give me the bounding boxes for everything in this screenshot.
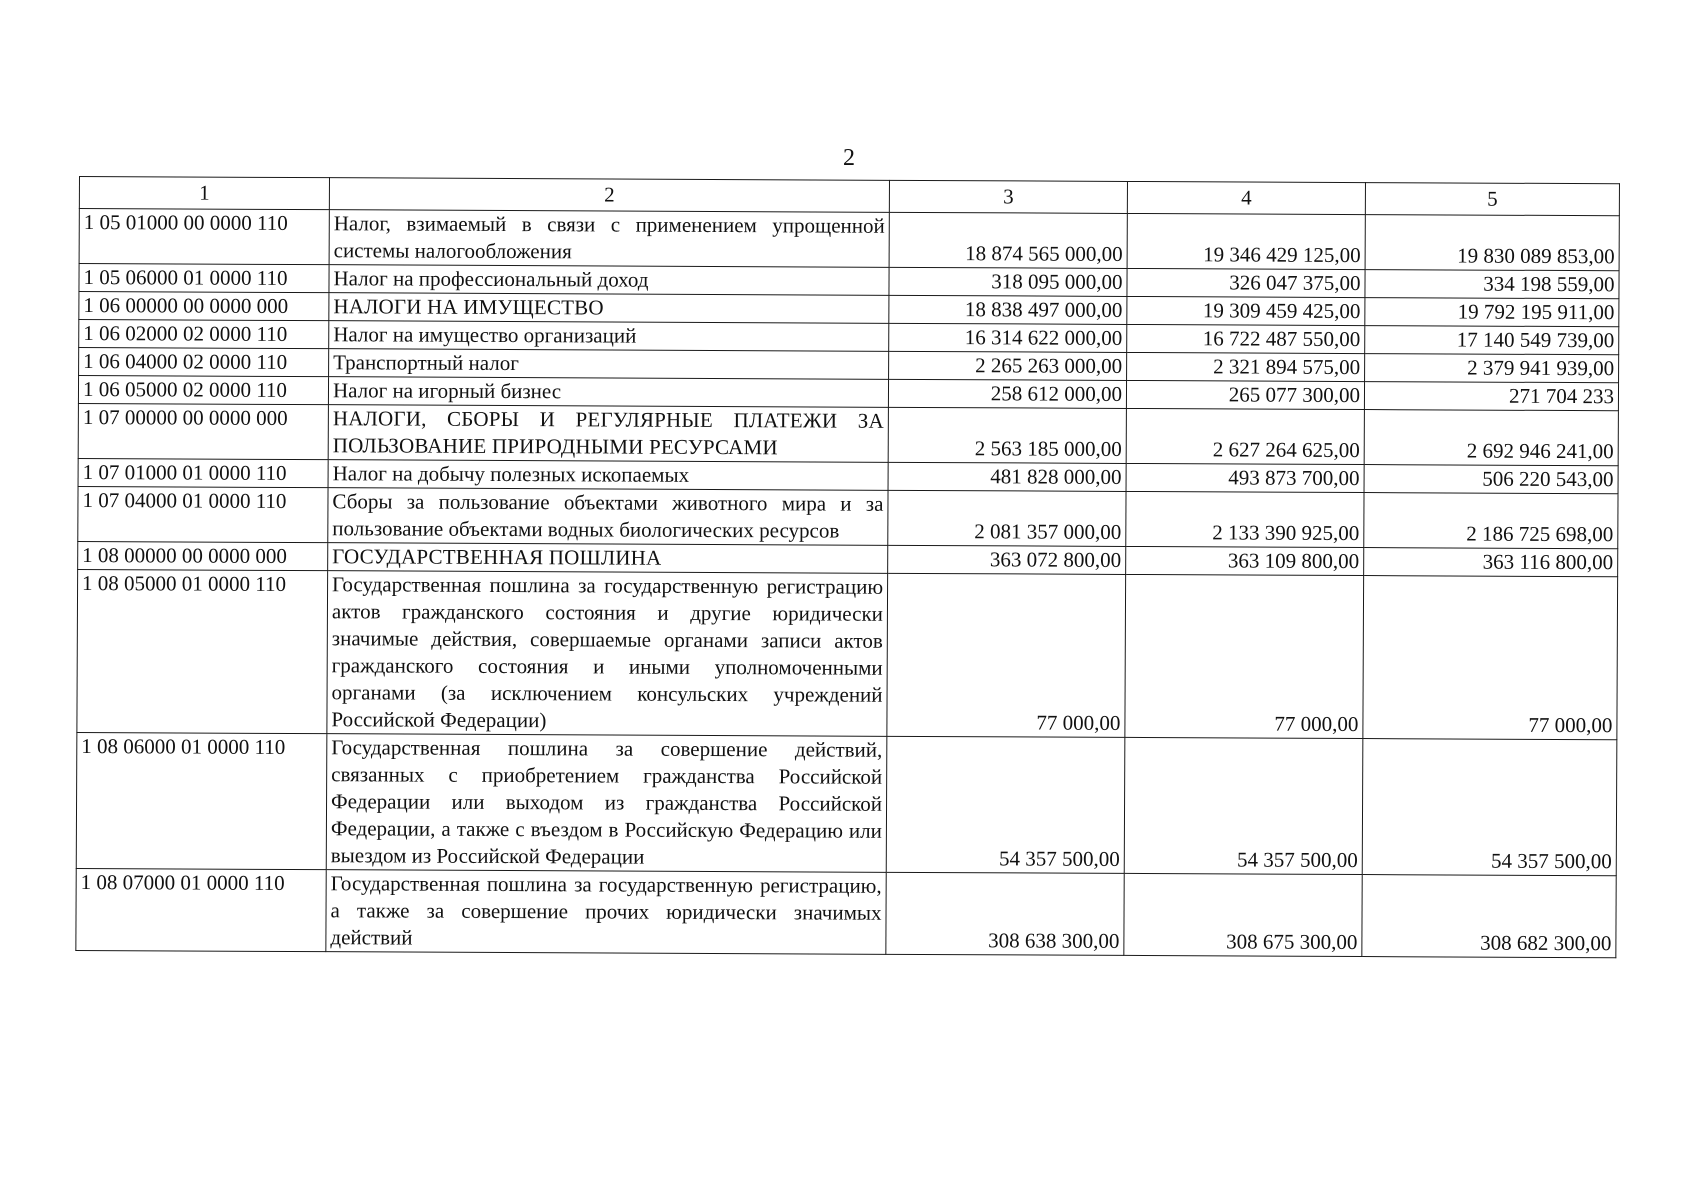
row-value-col5: 506 220 543,00	[1364, 465, 1618, 494]
row-value-col3: 54 357 500,00	[886, 736, 1125, 873]
row-name: Налог на добычу полезных ископаемых	[328, 460, 888, 491]
row-value-col3: 2 081 357 000,00	[888, 490, 1126, 546]
row-code: 1 08 07000 01 0000 110	[76, 868, 326, 951]
row-code: 1 07 01000 01 0000 110	[78, 458, 328, 487]
row-name: Налог, взимаемый в связи с применением упрощенной системы налогообложения	[329, 210, 889, 268]
row-value-col4: 265 077 300,00	[1126, 380, 1364, 409]
row-value-col5: 77 000,00	[1363, 576, 1618, 740]
row-name: Налог на имущество организаций	[329, 321, 889, 352]
page-number: 2	[843, 145, 855, 171]
row-name: Налог на профессиональный доход	[329, 265, 889, 296]
header-col-1: 1	[79, 177, 329, 210]
row-value-col4: 19 309 459 425,00	[1127, 296, 1365, 325]
row-code: 1 08 00000 00 0000 000	[78, 541, 328, 570]
row-code: 1 06 02000 02 0000 110	[79, 320, 329, 349]
table-row	[78, 403, 1618, 465]
row-name: НАЛОГИ, СБОРЫ И РЕГУЛЯРНЫЕ ПЛАТЕЖИ ЗА ПОЛЬЗОВАНИЕ ПРИРОДНЫМИ РЕСУРСАМИ	[328, 405, 888, 463]
row-value-col3: 481 828 000,00	[888, 462, 1126, 491]
row-code: 1 07 04000 01 0000 110	[78, 486, 328, 542]
row-code: 1 05 01000 00 0000 110	[79, 209, 329, 265]
table-row	[79, 209, 1619, 271]
table-row	[76, 732, 1617, 875]
row-code: 1 05 06000 01 0000 110	[79, 264, 329, 293]
row-value-col5: 271 704 233	[1364, 382, 1618, 411]
header-col-3: 3	[889, 180, 1127, 213]
row-name: Государственная пошлина за государственную регистрацию актов гражданского состояния и другие юридически значимые действия, совершаемые органами записи актов гражданского состояния и иными уполномоченными органами (за исключением консульских учреждений Российской Федерации)	[327, 571, 888, 737]
row-code: 1 06 00000 00 0000 000	[79, 292, 329, 321]
row-value-col4: 77 000,00	[1125, 574, 1364, 738]
header-col-2: 2	[329, 178, 889, 213]
row-value-col3: 308 638 300,00	[886, 872, 1124, 955]
row-value-col4: 308 675 300,00	[1124, 873, 1362, 956]
row-value-col4: 326 047 375,00	[1127, 268, 1365, 297]
row-value-col5: 54 357 500,00	[1362, 739, 1617, 876]
row-name: Государственная пошлина за государственную регистрацию, а также за совершение прочих юридически значимых действий	[326, 870, 886, 955]
row-value-col5: 2 692 946 241,00	[1364, 410, 1618, 466]
row-code: 1 06 05000 02 0000 110	[78, 376, 328, 405]
row-name: Государственная пошлина за совершение действий, связанных с приобретением гражданства Российской Федерации или выходом из гражданства Российской Федерации, а также с въездом в Российскую Федерацию или выездом из Российской Федерации	[326, 734, 887, 873]
row-value-col4: 2 627 264 625,00	[1126, 408, 1364, 464]
row-value-col3: 318 095 000,00	[889, 267, 1127, 296]
row-value-col4: 16 722 487 550,00	[1127, 324, 1365, 353]
row-name: Сборы за пользование объектами животного мира и за пользование объектами водных биологических ресурсов	[328, 488, 888, 546]
row-code: 1 07 00000 00 0000 000	[78, 403, 328, 459]
row-value-col4: 2 321 894 575,00	[1127, 352, 1365, 381]
row-value-col4: 2 133 390 925,00	[1126, 491, 1364, 547]
row-value-col5: 17 140 549 739,00	[1365, 326, 1619, 355]
header-col-5: 5	[1365, 183, 1619, 216]
row-name: Налог на игорный бизнес	[328, 377, 888, 408]
row-value-col5: 19 792 195 911,00	[1365, 298, 1619, 327]
row-value-col5: 2 186 725 698,00	[1364, 493, 1618, 549]
row-value-col3: 258 612 000,00	[888, 379, 1126, 408]
row-code: 1 08 05000 01 0000 110	[77, 569, 328, 733]
table-row	[76, 868, 1616, 957]
row-name: ГОСУДАРСТВЕННАЯ ПОШЛИНА	[328, 543, 888, 574]
header-col-4: 4	[1127, 181, 1365, 214]
row-value-col3: 16 314 622 000,00	[889, 323, 1127, 352]
row-name: Транспортный налог	[329, 349, 889, 380]
row-value-col5: 308 682 300,00	[1362, 875, 1616, 958]
row-value-col5: 19 830 089 853,00	[1365, 215, 1619, 271]
row-name: НАЛОГИ НА ИМУЩЕСТВО	[329, 293, 889, 324]
row-value-col3: 18 838 497 000,00	[889, 295, 1127, 324]
row-value-col4: 54 357 500,00	[1124, 737, 1363, 874]
row-value-col3: 2 563 185 000,00	[888, 407, 1126, 463]
table-row	[78, 486, 1618, 548]
row-value-col3: 2 265 263 000,00	[889, 351, 1127, 380]
row-value-col3: 77 000,00	[887, 573, 1126, 737]
revenue-table	[75, 176, 1620, 958]
row-value-col3: 18 874 565 000,00	[889, 212, 1127, 268]
row-code: 1 06 04000 02 0000 110	[79, 348, 329, 377]
row-value-col5: 363 116 800,00	[1364, 548, 1618, 577]
row-value-col4: 493 873 700,00	[1126, 463, 1364, 492]
table-row	[77, 569, 1618, 739]
row-value-col4: 363 109 800,00	[1126, 546, 1364, 575]
row-value-col5: 334 198 559,00	[1365, 270, 1619, 299]
row-value-col5: 2 379 941 939,00	[1365, 354, 1619, 383]
row-value-col3: 363 072 800,00	[888, 545, 1126, 574]
row-code: 1 08 06000 01 0000 110	[76, 732, 327, 869]
row-value-col4: 19 346 429 125,00	[1127, 213, 1365, 269]
